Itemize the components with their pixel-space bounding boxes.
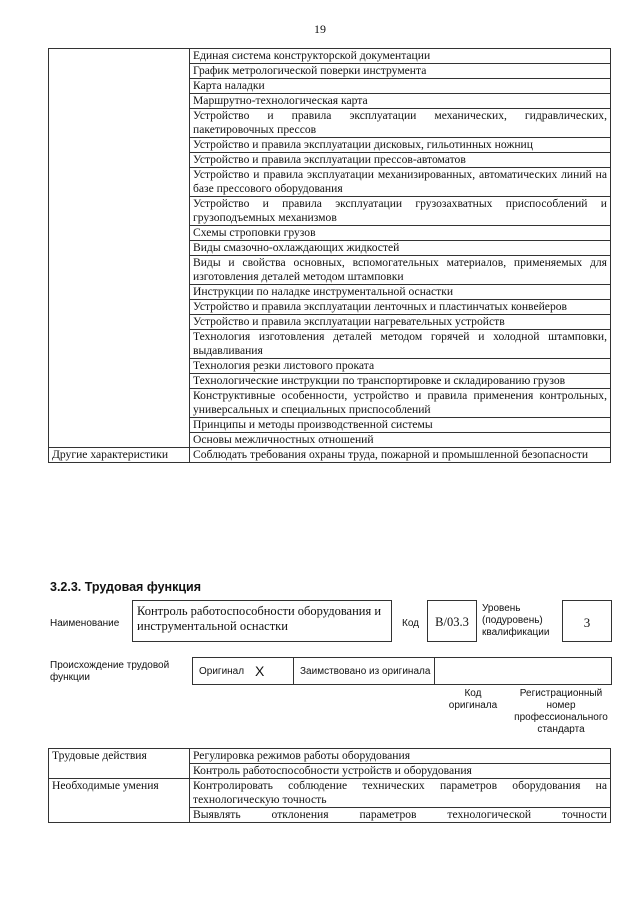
knowledge-item: Схемы строповки грузов	[190, 226, 611, 241]
origin-original-cell	[192, 657, 294, 685]
borrowed-label: Заимствовано из оригинала	[300, 666, 431, 677]
knowledge-item: Инструкции по наладке инструментальной оснастки	[190, 285, 611, 300]
knowledge-item: Маршрутно-технологическая карта	[190, 94, 611, 109]
knowledge-table	[48, 48, 611, 463]
labor-row: Регулировка режимов работы оборудования	[190, 749, 611, 764]
knowledge-item: График метрологической поверки инструмента	[190, 64, 611, 79]
other-characteristics-label: Другие характеристики	[49, 448, 190, 463]
knowledge-label-cell	[49, 49, 190, 448]
labor-row: Контроль работоспособности устройств и оборудования	[190, 764, 611, 779]
knowledge-item: Технологические инструкции по транспортировке и складированию грузов	[190, 374, 611, 389]
knowledge-item: Технология изготовления деталей методом горячей и холодной штамповки, выдавливания	[190, 330, 611, 359]
original-label: Оригинал	[199, 666, 245, 677]
name-label: Наименование	[50, 618, 120, 629]
origin-borrowed-cell	[293, 657, 435, 685]
knowledge-item: Устройство и правила эксплуатации дисковых, гильотинных ножниц	[190, 138, 611, 153]
skills-row: Выявлять отклонения параметров технологической точности	[190, 808, 611, 823]
labor-label: Трудовые действия	[49, 749, 190, 779]
code-original-label: Код оригинала	[448, 688, 498, 711]
knowledge-item: Устройство и правила эксплуатации прессов-автоматов	[190, 153, 611, 168]
knowledge-item: Устройство и правила эксплуатации грузозахватных приспособлений и грузоподъемных механизмов	[190, 197, 611, 226]
knowledge-item: Принципы и методы производственной системы	[190, 418, 611, 433]
section-title: 3.2.3. Трудовая функция	[50, 580, 202, 594]
origin-label: Происхождение трудовой функции	[50, 660, 170, 683]
knowledge-item: Устройство и правила эксплуатации нагревательных устройств	[190, 315, 611, 330]
reg-number-label: Регистрационный номер профессионального стандарта	[514, 688, 608, 735]
knowledge-item: Виды смазочно-охлаждающих жидкостей	[190, 241, 611, 256]
knowledge-item: Единая система конструкторской документации	[190, 49, 611, 64]
knowledge-item: Конструктивные особенности, устройство и правила применения контрольных, универсальных и специальных приспособлений	[190, 389, 611, 418]
knowledge-item: Основы межличностных отношений	[190, 433, 611, 448]
level-value: 3	[583, 615, 591, 630]
knowledge-item: Технология резки листового проката	[190, 359, 611, 374]
level-value-box	[562, 600, 612, 642]
knowledge-item: Виды и свойства основных, вспомогательных материалов, применяемых для изготовления деталей методом штамповки	[190, 256, 611, 285]
skills-row: Контролировать соблюдение технических параметров оборудования на технологическую точность	[190, 779, 611, 808]
actions-table	[48, 748, 611, 823]
origin-code-cell	[434, 657, 612, 685]
knowledge-item: Устройство и правила эксплуатации механических, гидравлических, пакетировочных прессов	[190, 109, 611, 138]
function-code: В/03.3	[435, 615, 469, 629]
skills-label: Необходимые умения	[49, 779, 190, 823]
level-label: Уровень (подуровень) квалификации	[482, 603, 550, 638]
code-label: Код	[402, 618, 420, 629]
other-characteristics-text: Соблюдать требования охраны труда, пожарной и промышленной безопасности	[190, 448, 611, 463]
function-name: Контроль работоспособности оборудования и инструментальной оснастки	[137, 604, 382, 633]
name-value-box	[132, 600, 392, 642]
original-mark: X	[255, 663, 265, 679]
knowledge-item: Карта наладки	[190, 79, 611, 94]
code-value-box	[427, 600, 477, 642]
page-number: 19	[314, 22, 326, 36]
knowledge-item: Устройство и правила эксплуатации механизированных, автоматических линий на базе прессового оборудования	[190, 168, 611, 197]
knowledge-item: Устройство и правила эксплуатации ленточных и пластинчатых конвейеров	[190, 300, 611, 315]
